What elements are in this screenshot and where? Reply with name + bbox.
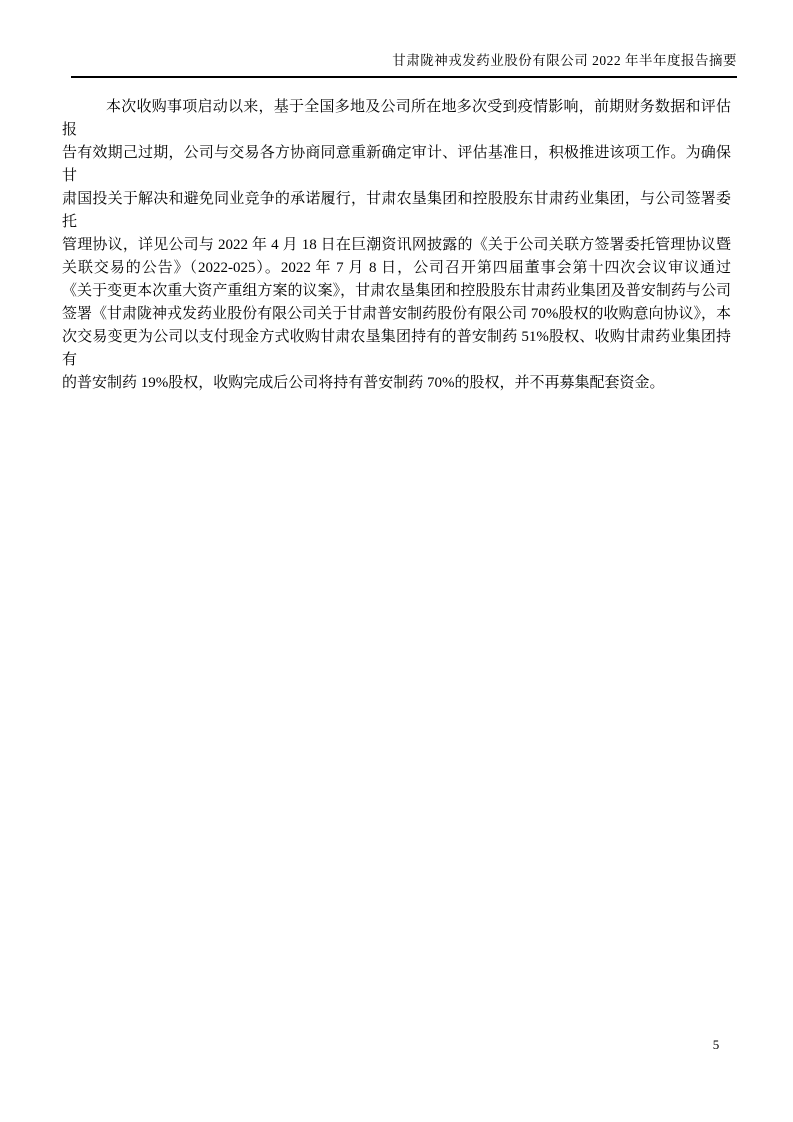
page-number: 5	[712, 1037, 720, 1052]
paragraph-line: 签署《甘肃陇神戎发药业股份有限公司关于甘肃普安制药股份有限公司 70%股权的收购意向协议》，本	[62, 306, 731, 322]
header-rule	[71, 76, 737, 78]
document-body	[62, 96, 731, 395]
page-footer	[704, 1037, 728, 1053]
paragraph-line: 的普安制药 19%股权，收购完成后公司将持有普安制药 70%的股权，并不再募集配套资金。	[62, 375, 665, 391]
paragraph-line: 关联交易的公告》（2022-025）。2022 年 7 月 8 日，公司召开第四届董事会第十四次会议审议通过	[62, 260, 731, 276]
paragraph-line: 次交易变更为公司以支付现金方式收购甘肃农垦集团持有的普安制药 51%股权、收购甘肃药业集团持有	[62, 329, 731, 368]
page-header	[71, 51, 737, 70]
header-title: 甘肃陇神戎发药业股份有限公司 2022 年半年度报告摘要	[392, 53, 737, 68]
paragraph-line: 《关于变更本次重大资产重组方案的议案》，甘肃农垦集团和控股股东甘肃药业集团及普安制药与公司	[62, 283, 731, 299]
paragraph-line: 管理协议，详见公司与 2022 年 4 月 18 日在巨潮资讯网披露的《关于公司关联方签署委托管理协议暨	[62, 237, 731, 253]
paragraph-line: 本次收购事项启动以来，基于全国多地及公司所在地多次受到疫情影响，前期财务数据和评估报	[62, 99, 731, 138]
paragraph-line: 肃国投关于解决和避免同业竞争的承诺履行，甘肃农垦集团和控股股东甘肃药业集团，与公司签署委托	[62, 191, 731, 230]
paragraph-line: 告有效期己过期，公司与交易各方协商同意重新确定审计、评估基准日，积极推进该项工作。为确保甘	[62, 145, 731, 184]
